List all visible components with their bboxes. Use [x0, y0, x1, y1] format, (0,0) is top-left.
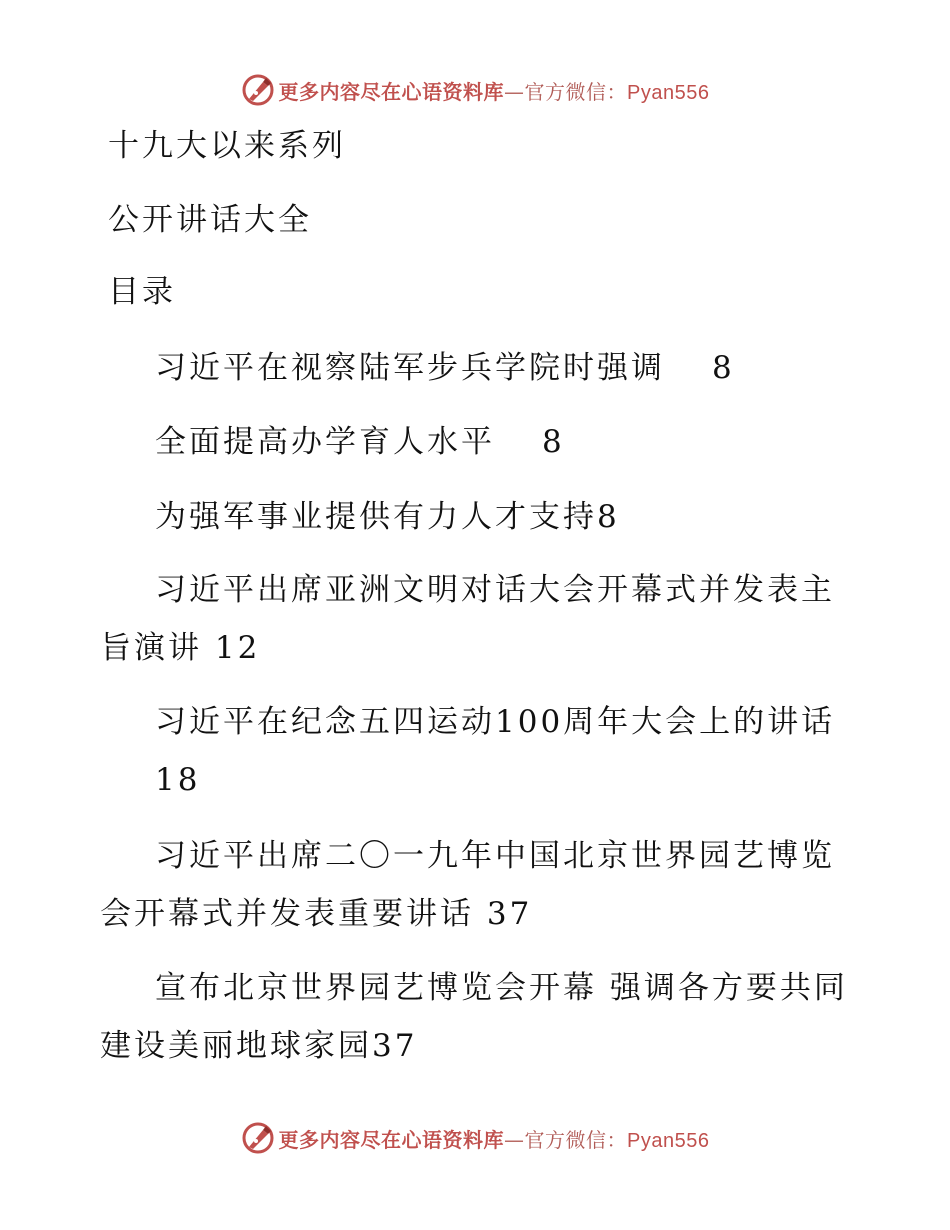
- header-watermark: [0, 70, 950, 110]
- toc-entry-page: 8: [712, 350, 735, 386]
- toc-entry-title: 习近平出席二〇一九年中国北京世界园艺博览: [155, 838, 835, 874]
- pen-nib-icon: [241, 73, 275, 107]
- series-heading: 十九大以来系列: [108, 128, 346, 164]
- toc-entry-title: 习近平在纪念五四运动100周年大会上的讲话: [155, 704, 836, 740]
- toc-entry-continuation: 旨演讲 12: [100, 630, 261, 666]
- watermark-text: 更多内容尽在心语资料库—官方微信：Pyan556: [278, 1127, 710, 1152]
- toc-entry-continuation: 建设美丽地球家园37: [100, 1028, 418, 1064]
- toc-entry-title: 习近平在视察陆军步兵学院时强调: [155, 350, 665, 386]
- toc-entry-continuation: 18: [155, 762, 201, 798]
- document-title: 公开讲话大全: [108, 202, 312, 238]
- watermark-text: 更多内容尽在心语资料库—官方微信：Pyan556: [278, 79, 710, 104]
- pen-nib-icon: [241, 1121, 275, 1155]
- toc-entry-title: 为强军事业提供有力人才支持8: [155, 499, 620, 535]
- toc-entry-title: 全面提高办学育人水平: [155, 424, 495, 460]
- toc-entry-continuation: 会开幕式并发表重要讲话 37: [100, 896, 533, 932]
- toc-entry-title: 宣布北京世界园艺博览会开幕 强调各方要共同: [155, 970, 848, 1006]
- toc-entry-title: 习近平出席亚洲文明对话大会开幕式并发表主: [155, 572, 835, 608]
- toc-entry-page: 8: [542, 424, 565, 460]
- toc-label: 目录: [108, 274, 176, 310]
- footer-watermark: [0, 1118, 950, 1158]
